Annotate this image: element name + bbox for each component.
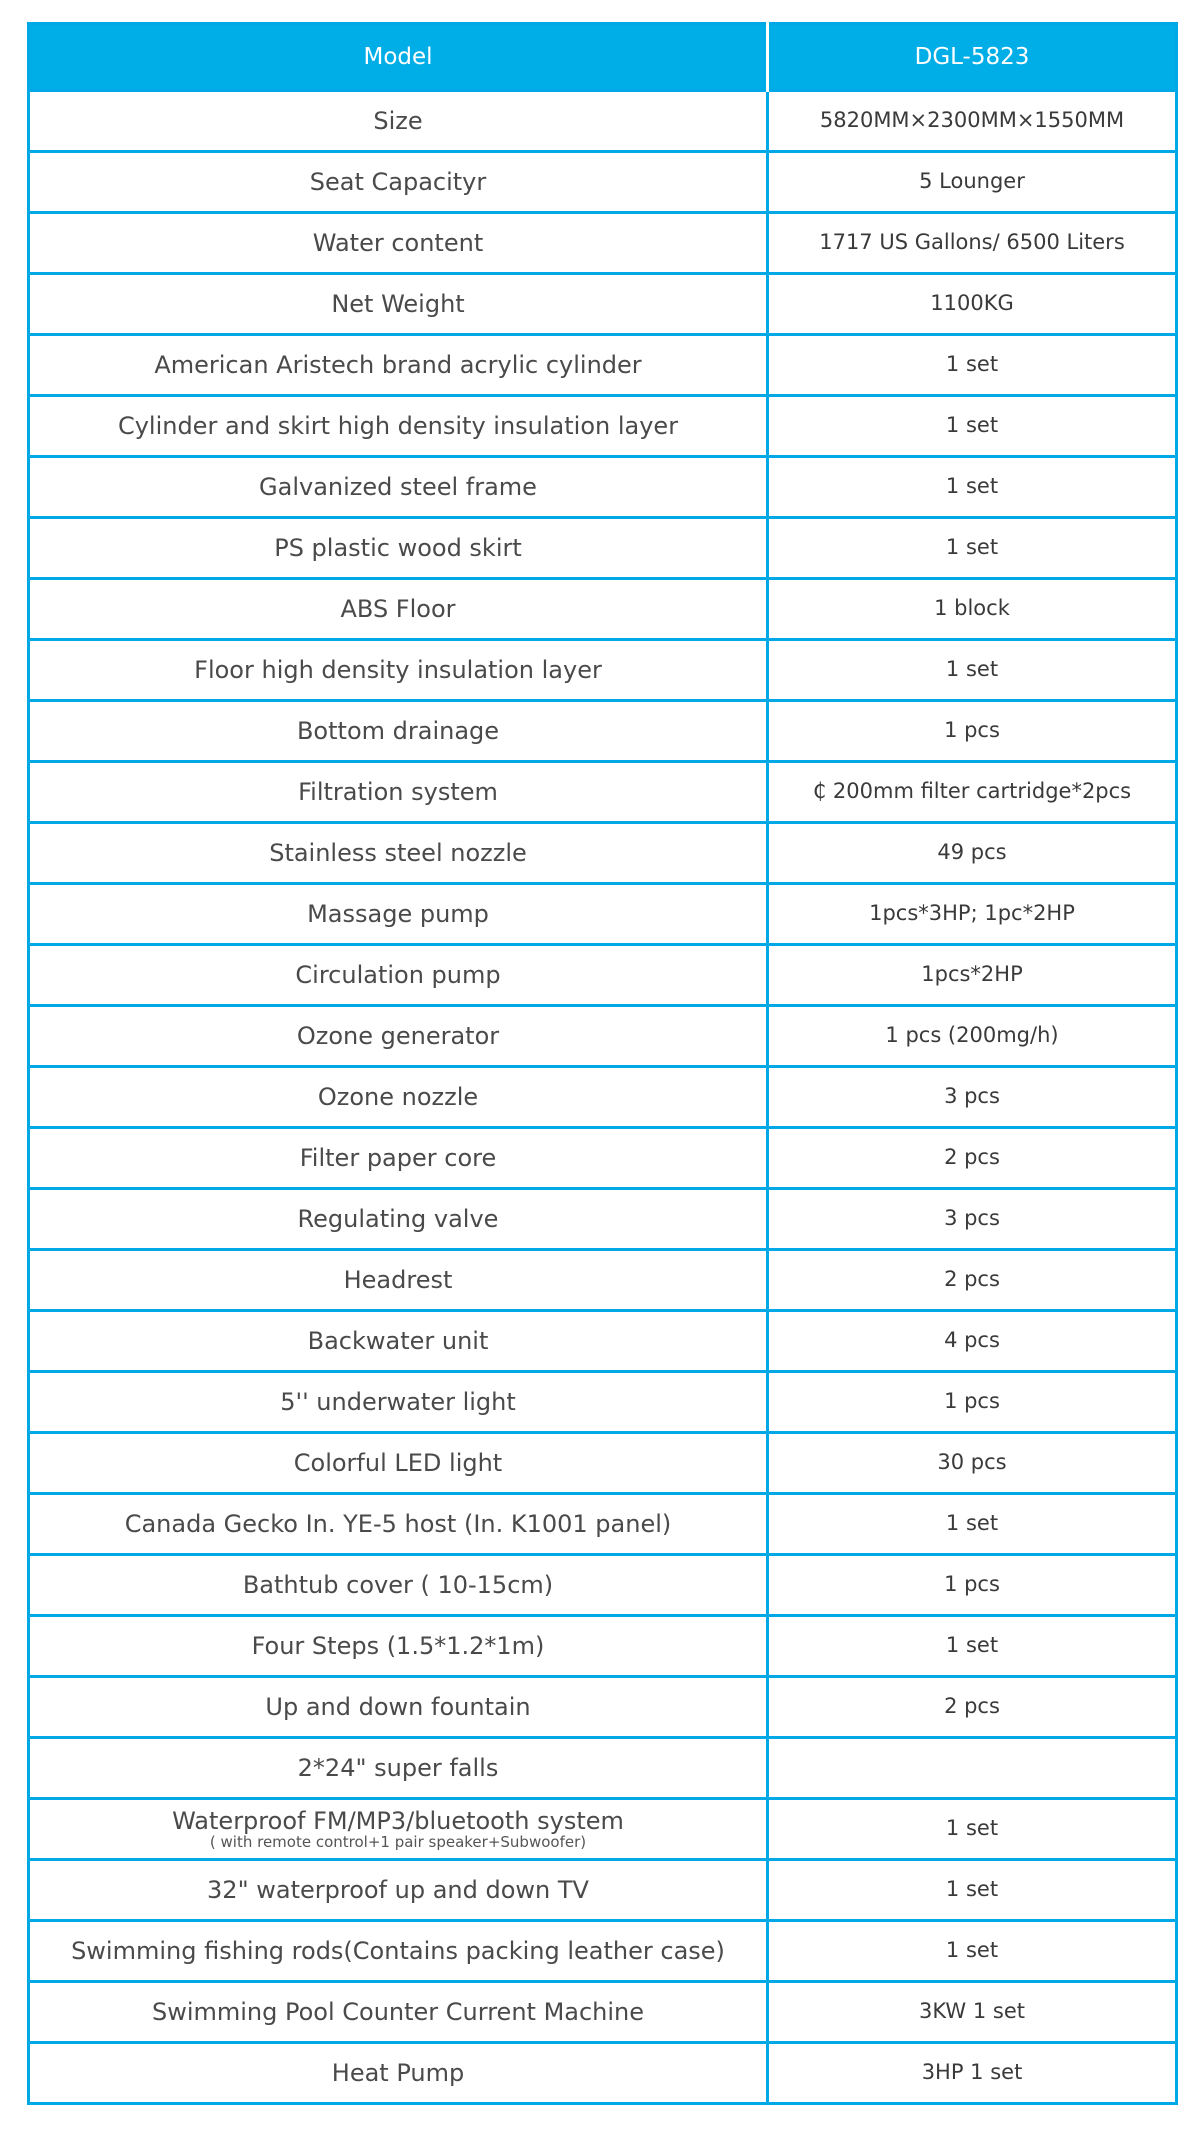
spec-value: 1 set xyxy=(768,457,1177,518)
table-row xyxy=(29,640,1177,701)
table-row xyxy=(29,2043,1177,2104)
spec-label-cell xyxy=(29,1494,768,1555)
spec-label-cell xyxy=(29,1006,768,1067)
spec-label: Bottom drainage xyxy=(296,716,500,745)
spec-label-cell xyxy=(29,213,768,274)
spec-label-cell xyxy=(29,1738,768,1799)
spec-value: 1 set xyxy=(768,335,1177,396)
spec-label: Seat Capacityr xyxy=(309,167,487,196)
spec-table xyxy=(27,22,1178,2105)
table-row xyxy=(29,396,1177,457)
spec-label-cell xyxy=(29,1372,768,1433)
spec-label-cell xyxy=(29,701,768,762)
table-row xyxy=(29,274,1177,335)
spec-value: ₵ 200mm filter cartridge*2pcs xyxy=(768,762,1177,823)
spec-label-cell xyxy=(29,640,768,701)
spec-label: Bathtub cover ( 10-15cm) xyxy=(242,1570,554,1599)
table-row xyxy=(29,457,1177,518)
table-row xyxy=(29,701,1177,762)
spec-value: 2 pcs xyxy=(768,1677,1177,1738)
spec-label: Up and down fountain xyxy=(265,1692,531,1721)
spec-value: 3KW 1 set xyxy=(768,1982,1177,2043)
spec-label: Size xyxy=(373,106,423,135)
table-row xyxy=(29,1006,1177,1067)
table-row xyxy=(29,1128,1177,1189)
spec-label-cell xyxy=(29,457,768,518)
spec-label: Cylinder and skirt high density insulation layer xyxy=(117,411,679,440)
spec-label-cell xyxy=(29,1616,768,1677)
table-row xyxy=(29,823,1177,884)
spec-value: 5820MM×2300MM×1550MM xyxy=(768,91,1177,152)
table-row xyxy=(29,1799,1177,1860)
spec-label: Waterproof FM/MP3/bluetooth system xyxy=(172,1807,624,1836)
table-row xyxy=(29,1677,1177,1738)
spec-table-body xyxy=(29,91,1177,2104)
spec-value: 4 pcs xyxy=(768,1311,1177,1372)
spec-label: 2*24" super falls xyxy=(297,1753,499,1782)
spec-label: Headrest xyxy=(343,1265,453,1294)
spec-label: Regulating valve xyxy=(297,1204,499,1233)
spec-value: 1 set xyxy=(768,1616,1177,1677)
spec-label: Ozone generator xyxy=(296,1021,500,1050)
spec-label: ABS Floor xyxy=(340,594,456,623)
table-row xyxy=(29,91,1177,152)
spec-value: 1 set xyxy=(768,1921,1177,1982)
spec-value: 1 set xyxy=(768,640,1177,701)
spec-value: 1 set xyxy=(768,1494,1177,1555)
spec-label: Floor high density insulation layer xyxy=(194,655,602,684)
spec-label-cell xyxy=(29,1067,768,1128)
spec-value: 1 pcs xyxy=(768,701,1177,762)
spec-label-cell xyxy=(29,762,768,823)
spec-label-cell xyxy=(29,1982,768,2043)
spec-value: 1 set xyxy=(768,1860,1177,1921)
spec-label: Heat Pump xyxy=(331,2058,465,2087)
header-model-label: Model xyxy=(29,24,768,91)
spec-label: Stainless steel nozzle xyxy=(269,838,527,867)
spec-value: 1 pcs xyxy=(768,1555,1177,1616)
spec-label-cell xyxy=(29,1433,768,1494)
table-row xyxy=(29,1372,1177,1433)
spec-value: 1 pcs xyxy=(768,1372,1177,1433)
spec-value: 49 pcs xyxy=(768,823,1177,884)
spec-label: Water content xyxy=(312,228,484,257)
spec-label-cell xyxy=(29,518,768,579)
spec-label-cell xyxy=(29,2043,768,2104)
spec-label-cell xyxy=(29,1799,768,1860)
spec-label-cell xyxy=(29,1677,768,1738)
table-row xyxy=(29,1616,1177,1677)
table-row xyxy=(29,579,1177,640)
spec-label-cell xyxy=(29,1921,768,1982)
spec-label-cell xyxy=(29,579,768,640)
spec-label: Circulation pump xyxy=(295,960,501,989)
spec-value: 1717 US Gallons/ 6500 Liters xyxy=(768,213,1177,274)
table-row xyxy=(29,1433,1177,1494)
spec-label-cell xyxy=(29,396,768,457)
spec-label: Swimming fishing rods(Contains packing leather case) xyxy=(71,1936,725,1965)
spec-value: 1 pcs (200mg/h) xyxy=(768,1006,1177,1067)
header-model-value: DGL-5823 xyxy=(768,24,1177,91)
spec-label: Filter paper core xyxy=(299,1143,497,1172)
spec-label: 5'' underwater light xyxy=(280,1387,516,1416)
spec-value: 1 set xyxy=(768,518,1177,579)
table-row xyxy=(29,1982,1177,2043)
spec-value: 1 block xyxy=(768,579,1177,640)
spec-label: Galvanized steel frame xyxy=(259,472,537,501)
table-row xyxy=(29,1311,1177,1372)
spec-label-cell xyxy=(29,1860,768,1921)
table-row xyxy=(29,1067,1177,1128)
spec-value: 1 set xyxy=(768,396,1177,457)
spec-value xyxy=(768,1738,1177,1799)
table-row xyxy=(29,1738,1177,1799)
spec-value: 1pcs*2HP xyxy=(768,945,1177,1006)
spec-label-cell xyxy=(29,1128,768,1189)
spec-label: Backwater unit xyxy=(307,1326,489,1355)
spec-label-cell xyxy=(29,1189,768,1250)
spec-label: Swimming Pool Counter Current Machine xyxy=(151,1997,645,2026)
table-row xyxy=(29,1494,1177,1555)
table-row xyxy=(29,1860,1177,1921)
spec-value: 2 pcs xyxy=(768,1250,1177,1311)
spec-label-cell xyxy=(29,274,768,335)
spec-label-cell xyxy=(29,335,768,396)
table-row xyxy=(29,762,1177,823)
spec-value: 30 pcs xyxy=(768,1433,1177,1494)
spec-value: 2 pcs xyxy=(768,1128,1177,1189)
table-row xyxy=(29,1189,1177,1250)
spec-value: 1100KG xyxy=(768,274,1177,335)
spec-label: Ozone nozzle xyxy=(317,1082,479,1111)
table-row xyxy=(29,518,1177,579)
table-row xyxy=(29,1921,1177,1982)
table-row xyxy=(29,1555,1177,1616)
table-row xyxy=(29,213,1177,274)
table-row xyxy=(29,152,1177,213)
spec-sublabel: ( with remote control+1 pair speaker+Subwoofer) xyxy=(209,1832,587,1851)
spec-label-cell xyxy=(29,823,768,884)
spec-label: Four Steps (1.5*1.2*1m) xyxy=(251,1631,545,1660)
spec-label: Filtration system xyxy=(298,777,498,806)
spec-label: Massage pump xyxy=(307,899,489,928)
spec-value: 3HP 1 set xyxy=(768,2043,1177,2104)
spec-label-cell xyxy=(29,1311,768,1372)
table-header-row xyxy=(29,24,1177,91)
table-row xyxy=(29,335,1177,396)
spec-label: Colorful LED light xyxy=(293,1448,503,1477)
spec-label-cell xyxy=(29,945,768,1006)
spec-label: 32" waterproof up and down TV xyxy=(207,1875,589,1904)
spec-value: 1 set xyxy=(768,1799,1177,1860)
spec-label-cell xyxy=(29,1555,768,1616)
spec-label: Canada Gecko In. YE-5 host (In. K1001 panel) xyxy=(124,1509,672,1538)
spec-label: PS plastic wood skirt xyxy=(274,533,522,562)
spec-value: 3 pcs xyxy=(768,1189,1177,1250)
spec-label-cell xyxy=(29,91,768,152)
spec-label-cell xyxy=(29,1250,768,1311)
spec-label-cell xyxy=(29,152,768,213)
spec-value: 1pcs*3HP; 1pc*2HP xyxy=(768,884,1177,945)
spec-value: 5 Lounger xyxy=(768,152,1177,213)
spec-label-cell xyxy=(29,884,768,945)
spec-label: Net Weight xyxy=(331,289,465,318)
table-row xyxy=(29,1250,1177,1311)
table-row xyxy=(29,945,1177,1006)
spec-label: American Aristech brand acrylic cylinder xyxy=(154,350,642,379)
table-row xyxy=(29,884,1177,945)
spec-value: 3 pcs xyxy=(768,1067,1177,1128)
